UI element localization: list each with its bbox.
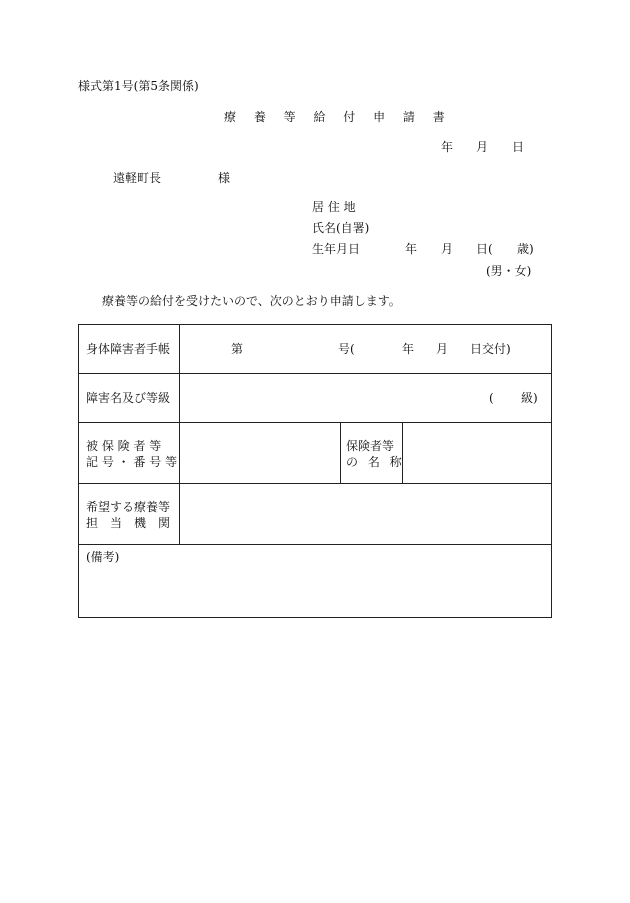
- applicant-birth-day: 日(: [476, 242, 493, 256]
- row-divider: [79, 544, 551, 545]
- handbook-month: 月: [436, 342, 449, 356]
- date-day-label: 日: [512, 140, 525, 154]
- grade-label: 級): [521, 391, 538, 405]
- disability-handbook-label: 身体障害者手帳: [86, 342, 171, 356]
- applicant-birth-year: 年: [405, 242, 418, 256]
- date-month-label: 月: [476, 140, 489, 154]
- application-statement: 療養等の給付を受けたいので、次のとおり申請します。: [102, 294, 401, 308]
- grade-open-paren: (: [489, 391, 494, 405]
- preferred-institution-label-line1: 希望する療養等: [86, 500, 171, 514]
- row-divider: [79, 422, 551, 423]
- handbook-go: 号(: [338, 342, 355, 356]
- applicant-birth-month: 月: [441, 242, 454, 256]
- addressee-name: 遠軽町長: [113, 171, 162, 185]
- insurer-label-divider-left: [340, 422, 341, 483]
- date-year-label: 年: [441, 140, 454, 154]
- handbook-issued: 日交付): [470, 342, 511, 356]
- handbook-dai: 第: [231, 342, 244, 356]
- applicant-birth-label: 生年月日: [312, 242, 361, 256]
- application-table: [78, 324, 552, 618]
- insured-symbol-label-line2: 記 号 ・ 番 号 等: [86, 455, 178, 469]
- applicant-name-label: 氏名(自署): [312, 221, 370, 235]
- insurer-label-divider-right: [402, 422, 403, 483]
- label-column-divider: [179, 325, 180, 544]
- insurer-name-label-line1: 保険者等: [346, 439, 395, 453]
- applicant-gender: (男・女): [486, 264, 532, 278]
- form-number: 様式第1号(第5条関係): [78, 79, 199, 93]
- handbook-year: 年: [402, 342, 415, 356]
- row-divider: [79, 483, 551, 484]
- applicant-age: 歳): [517, 242, 534, 256]
- row-divider: [79, 373, 551, 374]
- disability-name-grade-label: 障害名及び等級: [86, 391, 171, 405]
- insurer-name-label-line2: の 名 称: [346, 455, 405, 469]
- addressee-honorific: 様: [218, 171, 231, 185]
- form-title: 療 養 等 給 付 申 請 書: [224, 110, 452, 124]
- insured-symbol-label-line1: 被 保 険 者 等: [86, 439, 162, 453]
- applicant-address-label: 居 住 地: [312, 200, 356, 214]
- preferred-institution-label-line2: 担 当 機 関: [86, 516, 171, 530]
- remarks-label: (備考): [86, 550, 120, 564]
